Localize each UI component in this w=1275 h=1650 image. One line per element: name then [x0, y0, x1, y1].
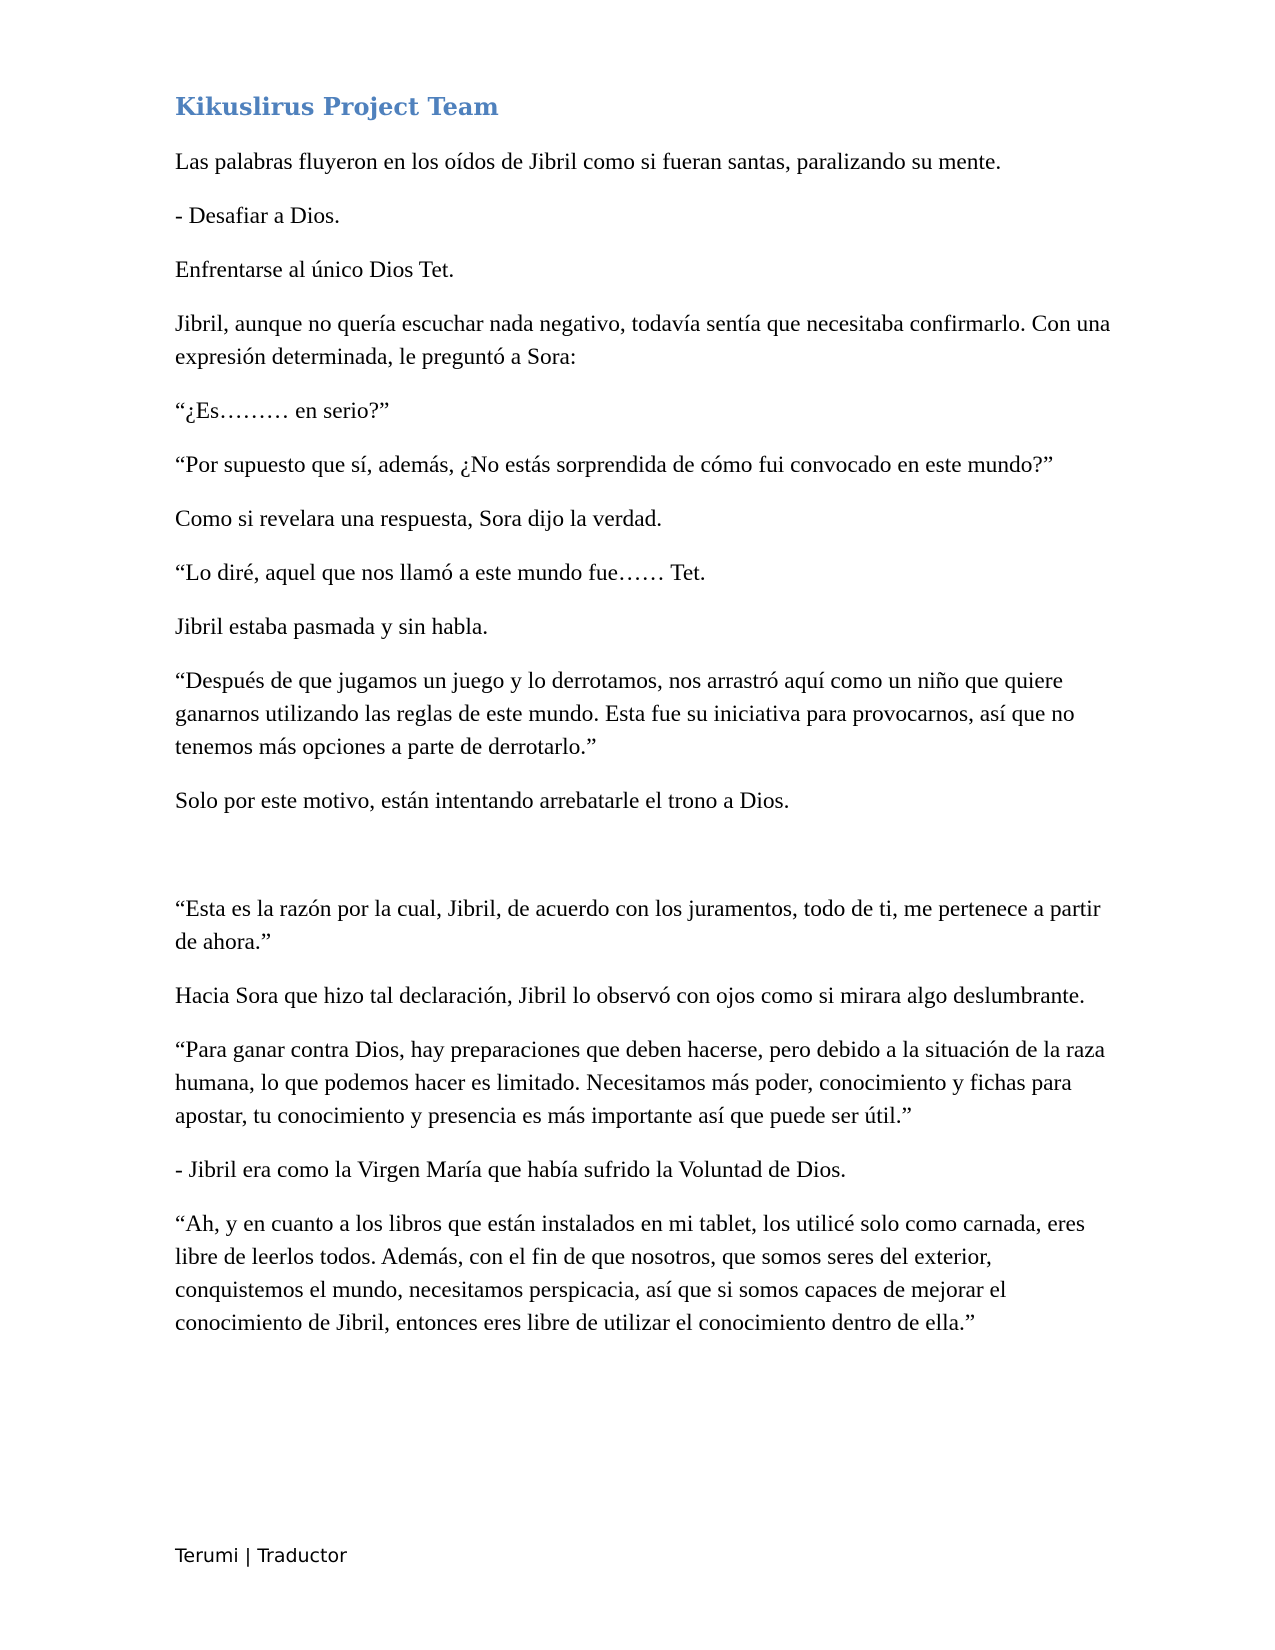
header-title: Kikuslirus Project Team	[175, 92, 499, 121]
paragraph: “Esta es la razón por la cual, Jibril, de acuerdo con los juramentos, todo de ti, me pertenece a partir de ahora.”	[175, 896, 1101, 955]
paragraph: Jibril, aunque no quería escuchar nada negativo, todavía sentía que necesitaba confirmarlo. Con una expresión determinada, le preguntó a Sora:	[175, 311, 1111, 370]
page-footer: Terumi | Traductor	[175, 1545, 347, 1567]
paragraph: Solo por este motivo, están intentando arrebatarle el trono a Dios.	[175, 788, 790, 814]
paragraph: “Para ganar contra Dios, hay preparaciones que deben hacerse, pero debido a la situación de la raza humana, lo que podemos hacer es limitado. Necesitamos más poder, conocimiento y fichas para apostar, tu conocimiento y presencia es más importante así que puede ser útil.”	[175, 1037, 1105, 1129]
paragraph: “¿Es……… en serio?”	[175, 398, 390, 424]
paragraph: - Desafiar a Dios.	[175, 203, 340, 229]
paragraph: “Después de que jugamos un juego y lo derrotamos, nos arrastró aquí como un niño que quiere ganarnos utilizando las reglas de este mundo. Esta fue su iniciativa para provocarnos, así que no tenemos más opciones a parte de derrotarlo.”	[175, 668, 1075, 760]
paragraph: Jibril estaba pasmada y sin habla.	[175, 614, 489, 640]
paragraph: Como si revelara una respuesta, Sora dijo la verdad.	[175, 506, 663, 532]
paragraph: Enfrentarse al único Dios Tet.	[175, 257, 455, 283]
paragraph: Hacia Sora que hizo tal declaración, Jibril lo observó con ojos como si mirara algo deslumbrante.	[175, 983, 1086, 1009]
paragraph: Las palabras fluyeron en los oídos de Jibril como si fueran santas, paralizando su mente.	[175, 149, 1002, 175]
paragraph: “Por supuesto que sí, además, ¿No estás sorprendida de cómo fui convocado en este mundo?”	[175, 452, 1054, 478]
document-body	[175, 146, 1115, 1361]
paragraph: - Jibril era como la Virgen María que había sufrido la Voluntad de Dios.	[175, 1157, 847, 1183]
paragraph: “Ah, y en cuanto a los libros que están instalados en mi tablet, los utilicé solo como carnada, eres libre de leerlos todos. Además, con el fin de que nosotros, que somos seres del exterior, conquistemos el mundo, necesitamos perspicacia, así que si somos capaces de mejorar el conocimiento de Jibril, entonces eres libre de utilizar el conocimiento dentro de ella.”	[175, 1211, 1086, 1336]
paragraph: “Lo diré, aquel que nos llamó a este mundo fue…… Tet.	[175, 560, 706, 586]
